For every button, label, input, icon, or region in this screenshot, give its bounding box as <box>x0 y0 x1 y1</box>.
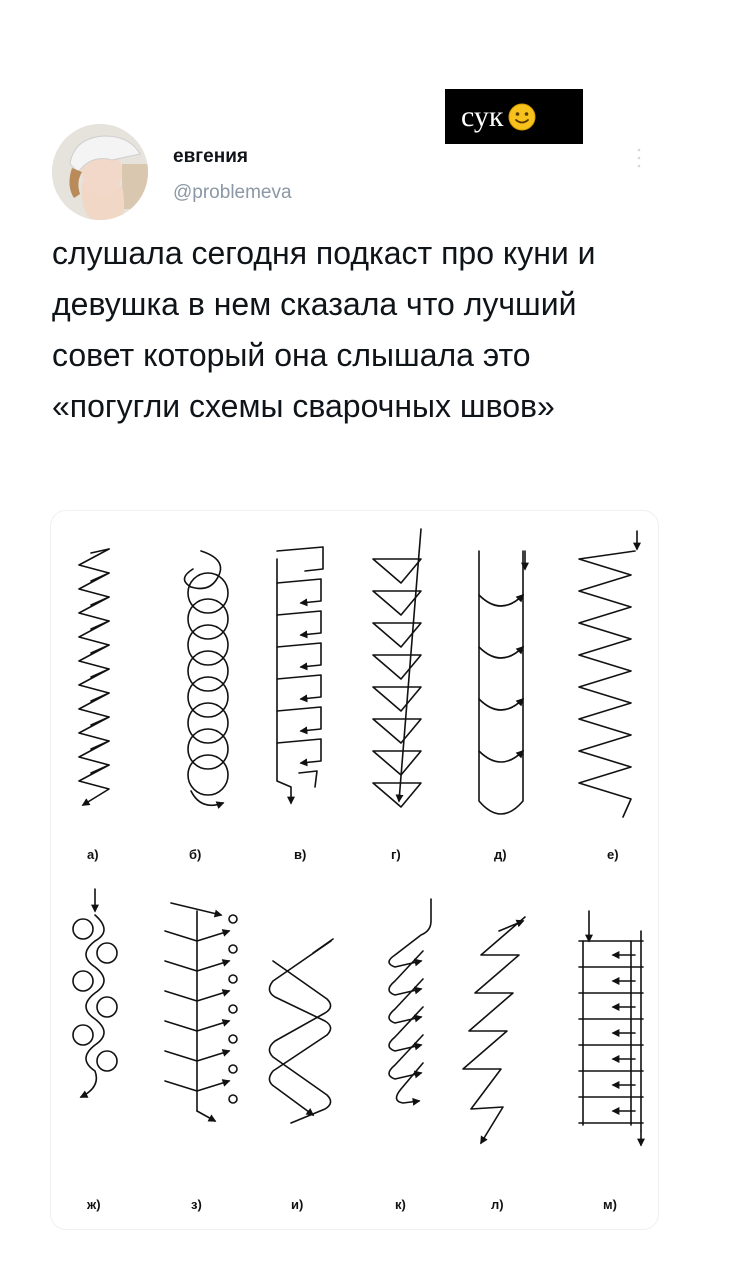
label-i: и) <box>291 1197 304 1212</box>
label-m: м) <box>603 1197 617 1212</box>
author-handle[interactable]: @problemeva <box>173 182 292 203</box>
pattern-d-u-arcs <box>479 551 525 814</box>
pattern-l-zigzag <box>463 917 525 1143</box>
pattern-z-branches <box>165 903 237 1121</box>
label-zh: ж) <box>87 1197 101 1212</box>
label-k: к) <box>395 1197 406 1212</box>
pattern-a-chevrons <box>79 549 109 805</box>
pattern-v-hooks <box>277 547 323 803</box>
author-name[interactable]: евгения <box>173 146 248 167</box>
label-v: в) <box>294 847 307 862</box>
pattern-b-loops <box>184 551 228 805</box>
weld-patterns-svg <box>51 511 658 1229</box>
weld-seam-diagram[interactable] <box>50 510 659 1230</box>
pattern-e-zigzag <box>579 531 637 817</box>
label-b: б) <box>189 847 202 862</box>
tweet-text: слушала сегодня подкаст про куни и девушка в нем сказала что лучший совет который она слышала это «погугли схемы сварочных швов» <box>52 235 596 424</box>
label-a: а) <box>87 847 99 862</box>
label-l: л) <box>491 1197 504 1212</box>
caption-sticker <box>445 89 583 144</box>
more-vertical-icon[interactable] <box>636 146 642 170</box>
pattern-m-ladder <box>579 911 643 1145</box>
pattern-k-hooks <box>389 899 431 1103</box>
label-g: г) <box>391 847 401 862</box>
sticker-text: сук <box>461 99 504 133</box>
smile-emoji-icon <box>507 102 537 132</box>
label-e: е) <box>607 847 619 862</box>
label-z: з) <box>191 1197 202 1212</box>
pattern-zh-loops <box>73 889 117 1097</box>
label-d: д) <box>494 847 507 862</box>
avatar-photo-icon <box>52 124 148 220</box>
author-avatar[interactable] <box>52 124 148 220</box>
pattern-i-crossloops <box>269 939 333 1123</box>
pattern-g-triangles <box>373 529 421 807</box>
